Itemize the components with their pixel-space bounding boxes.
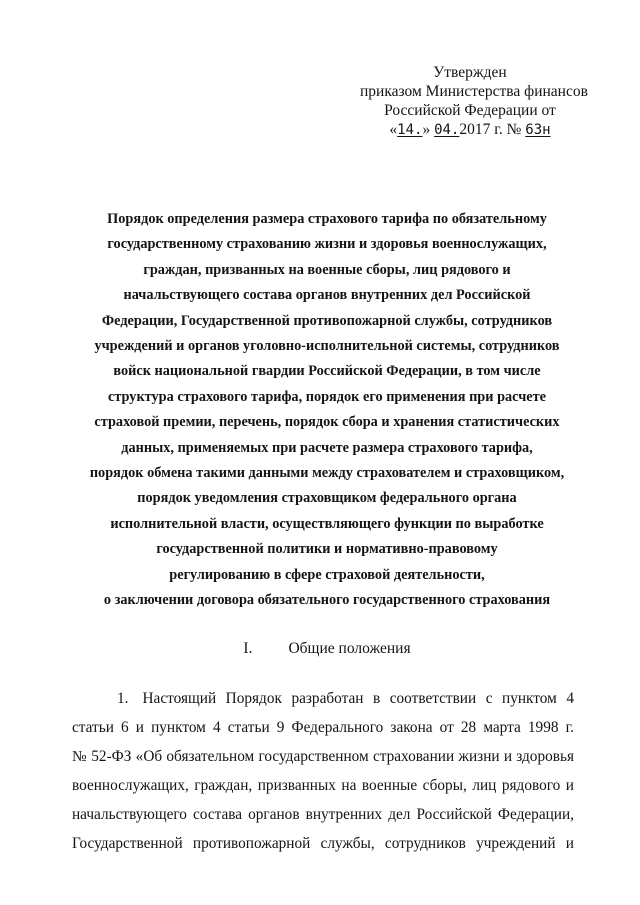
- title-line: структура страхового тарифа, порядок его применения при расчете: [107, 388, 547, 405]
- title-line: войск национальной гвардии Российской Федерации, в том числе: [113, 363, 541, 380]
- title-line: порядок обмена такими данными между страхователем и страховщиком,: [89, 465, 565, 482]
- title-line: Федерации, Государственной противопожарной службы, сотрудников: [101, 312, 553, 329]
- title-line: регулированию в сфере страховой деятельности,: [169, 566, 485, 583]
- section-title: Общие положения: [288, 640, 411, 657]
- title-line: начальствующего состава органов внутренних дел Российской: [123, 287, 531, 304]
- paragraph-line: начальствующего состава органов внутренних дел Российской Федерации,: [72, 806, 574, 823]
- approval-stamp: [360, 63, 588, 140]
- title-line: государственному страхованию жизни и здоровья военнослужащих,: [107, 236, 547, 253]
- title-line: Порядок определения размера страхового тарифа по обязательному: [107, 211, 547, 227]
- paragraph-1: [72, 684, 574, 858]
- approval-line-1: Утвержден: [433, 64, 507, 81]
- section-number: I.: [243, 640, 253, 657]
- paragraph-line: статьи 6 и пунктом 4 статьи 9 Федерального закона от 28 марта 1998 г.: [72, 719, 574, 736]
- date-close-quote: »: [422, 121, 435, 138]
- section-heading: [40, 640, 614, 658]
- paragraph-number: 1.: [117, 690, 129, 707]
- title-line: данных, применяемых при расчете размера страхового тарифа,: [121, 439, 533, 456]
- document-title: [40, 207, 614, 614]
- title-line: учреждений и органов уголовно-исполнительной системы, сотрудников: [94, 338, 560, 355]
- approval-line-3: Российской Федерации от: [384, 102, 556, 119]
- title-line: граждан, призванных на военные сборы, лиц рядового и: [143, 261, 511, 278]
- title-line: о заключении договора обязательного государственного страхования: [103, 592, 551, 609]
- date-month: 04.: [434, 122, 460, 138]
- paragraph-line-text: Настоящий Порядок разработан в соответствии с пунктом 4: [142, 690, 574, 707]
- approval-date-line: [360, 120, 580, 140]
- title-line: государственной политики и нормативно-правовому: [156, 541, 498, 558]
- paragraph-line: [72, 684, 574, 713]
- date-open-quote: «: [389, 121, 398, 138]
- title-line: порядок уведомления страховщиком федерального органа: [137, 490, 517, 507]
- approval-line-2: приказом Министерства финансов: [360, 83, 588, 100]
- paragraph-line: Государственной противопожарной службы, сотрудников учреждений и: [72, 835, 574, 852]
- title-line: страховой премии, перечень, порядок сбора и хранения статистических: [94, 414, 560, 431]
- date-day: 14.: [397, 122, 423, 138]
- paragraph-line: военнослужащих, граждан, призванных на военные сборы, лиц рядового и: [72, 777, 574, 794]
- order-number: 63н: [525, 122, 551, 138]
- title-line: исполнительной власти, осуществляющего функции по выработке: [110, 515, 544, 532]
- date-year: 2017 г. №: [459, 121, 526, 138]
- paragraph-line: № 52-ФЗ «Об обязательном государственном страховании жизни и здоровья: [72, 748, 574, 765]
